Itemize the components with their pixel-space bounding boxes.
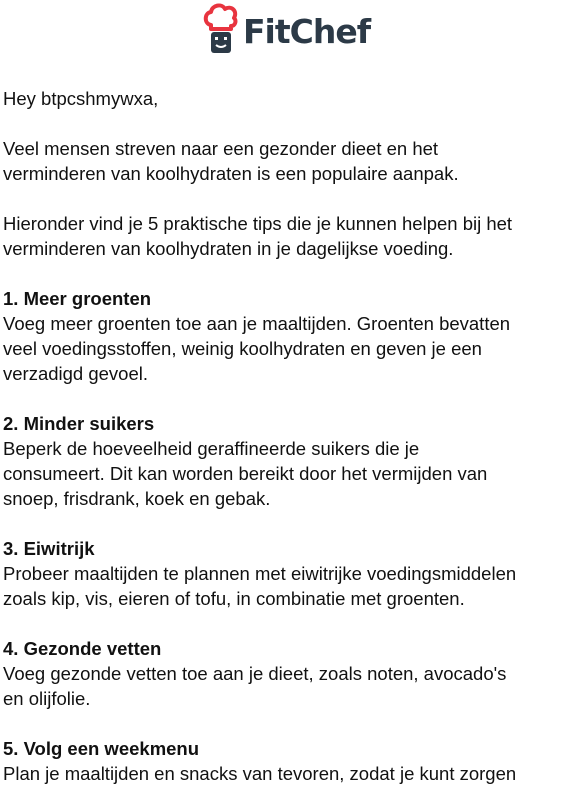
text-line: verminderen van koolhydraten is een populaire aanpak.: [3, 163, 459, 184]
text-line: Probeer maaltijden te plannen met eiwitrijke voedingsmiddelen: [3, 563, 517, 584]
tip-section: [3, 736, 580, 786]
email-body: [3, 86, 580, 786]
tip-section: [3, 536, 580, 611]
tip-section: [3, 636, 580, 711]
text-line: Voeg meer groenten toe aan je maaltijden. Groenten bevatten: [3, 313, 511, 334]
text-line: veel voedingsstoffen, weinig koolhydraten en geven je een: [3, 338, 482, 359]
text-line: Veel mensen streven naar een gezonder dieet en het: [3, 138, 439, 159]
text-line: Plan je maaltijden en snacks van tevoren, zodat je kunt zorgen: [3, 763, 517, 784]
text-line: zoals kip, vis, eieren of tofu, in combinatie met groenten.: [3, 588, 465, 609]
tip-title: 2. Minder suikers: [3, 413, 155, 434]
text-line: en olijfolie.: [3, 688, 91, 709]
tip-title: 5. Volg een weekmenu: [3, 738, 200, 759]
tip-section: [3, 411, 580, 511]
fitchef-logo[interactable]: [203, 2, 370, 56]
intro-paragraph: [3, 136, 580, 186]
text-line: Voeg gezonde vetten toe aan je dieet, zoals noten, avocado's: [3, 663, 507, 684]
tip-title: 3. Eiwitrijk: [3, 538, 95, 559]
text-line: verminderen van koolhydraten in je dagelijkse voeding.: [3, 238, 454, 259]
brand-name: FitChef: [243, 11, 371, 51]
intro-paragraph: [3, 211, 580, 261]
tip-section: [3, 286, 580, 386]
text-line: verzadigd gevoel.: [3, 363, 149, 384]
chef-hat-icon: [203, 3, 239, 55]
text-line: snoep, frisdrank, koek en gebak.: [3, 488, 271, 509]
tip-title: 4. Gezonde vetten: [3, 638, 162, 659]
text-line: Hieronder vind je 5 praktische tips die je kunnen helpen bij het: [3, 213, 513, 234]
email-header: [0, 0, 580, 62]
greeting: Hey btpcshmywxa,: [3, 88, 159, 109]
tip-title: 1. Meer groenten: [3, 288, 152, 309]
text-line: consumeert. Dit kan worden bereikt door het vermijden van: [3, 463, 488, 484]
text-line: Beperk de hoeveelheid geraffineerde suikers die je: [3, 438, 420, 459]
